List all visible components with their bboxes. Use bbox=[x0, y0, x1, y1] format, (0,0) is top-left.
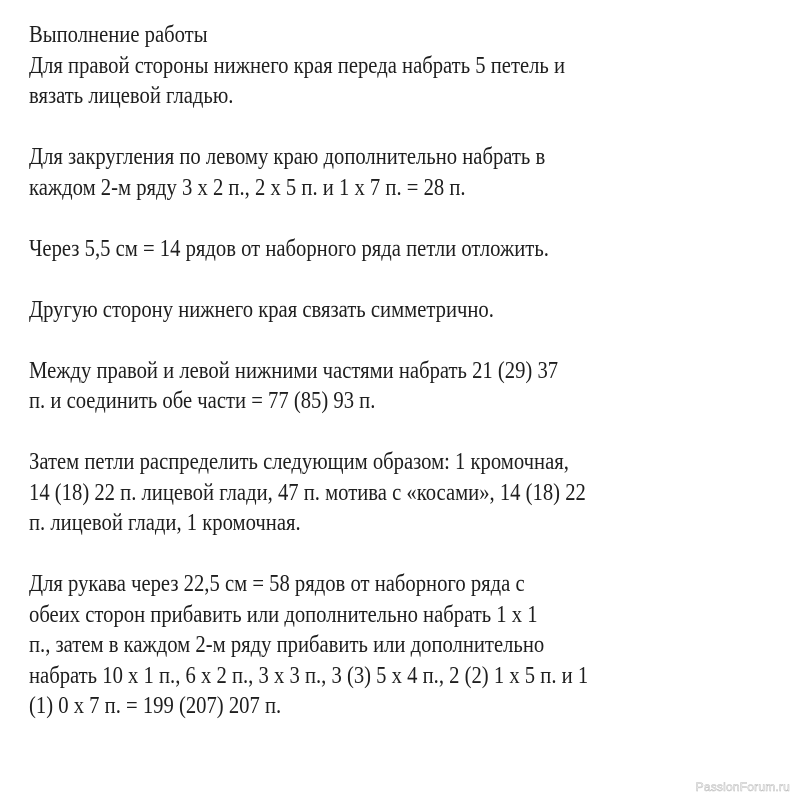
paragraph-other-side bbox=[29, 295, 789, 326]
text-line: Между правой и левой нижними частями набрать 21 (29) 37 bbox=[29, 357, 559, 384]
text-line: обеих сторон прибавить или дополнительно набрать 1 х 1 bbox=[29, 601, 538, 628]
paragraph-set-aside bbox=[29, 234, 789, 265]
text-line: набрать 10 х 1 п., 6 х 2 п., 3 х 3 п., 3 (3) 5 х 4 п., 2 (2) 1 х 5 п. и 1 bbox=[29, 662, 589, 689]
text-line: п. лицевой глади, 1 кромочная. bbox=[29, 510, 301, 536]
paragraph-rounding bbox=[29, 142, 789, 203]
text-line: (1) 0 х 7 п. = 199 (207) 207 п. bbox=[29, 693, 282, 719]
watermark: PassionForum.ru bbox=[695, 780, 790, 794]
text-line: каждом 2-м ряду 3 х 2 п., 2 х 5 п. и 1 х 7 п. = 28 п. bbox=[29, 174, 466, 201]
text-line: п., затем в каждом 2-м ряду прибавить или дополнительно bbox=[29, 632, 545, 658]
text-line: п. и соединить обе части = 77 (85) 93 п. bbox=[29, 388, 376, 414]
text-line: Для рукава через 22,5 см = 58 рядов от наборного ряда с bbox=[29, 571, 525, 597]
text-line: Для закругления по левому краю дополнительно набрать в bbox=[29, 144, 546, 170]
paragraph-join-parts bbox=[29, 356, 789, 417]
paragraph-cast-on-right bbox=[29, 51, 789, 112]
text-line: Другую сторону нижнего края связать симметрично. bbox=[29, 296, 494, 323]
text-line: 14 (18) 22 п. лицевой глади, 47 п. мотива с «косами», 14 (18) 22 bbox=[29, 479, 586, 506]
text-line: Через 5,5 см = 14 рядов от наборного ряда петли отложить. bbox=[29, 235, 549, 262]
paragraph-distribute-stitches bbox=[29, 447, 789, 539]
text-line: Затем петли распределить следующим образом: 1 кромочная, bbox=[29, 449, 569, 475]
document-title: Выполнение работы bbox=[29, 22, 208, 48]
document-body bbox=[29, 20, 789, 752]
paragraph-sleeve bbox=[29, 569, 789, 722]
text-line: вязать лицевой гладью. bbox=[29, 83, 234, 109]
text-line: Для правой стороны нижнего края переда набрать 5 петель и bbox=[29, 52, 566, 79]
